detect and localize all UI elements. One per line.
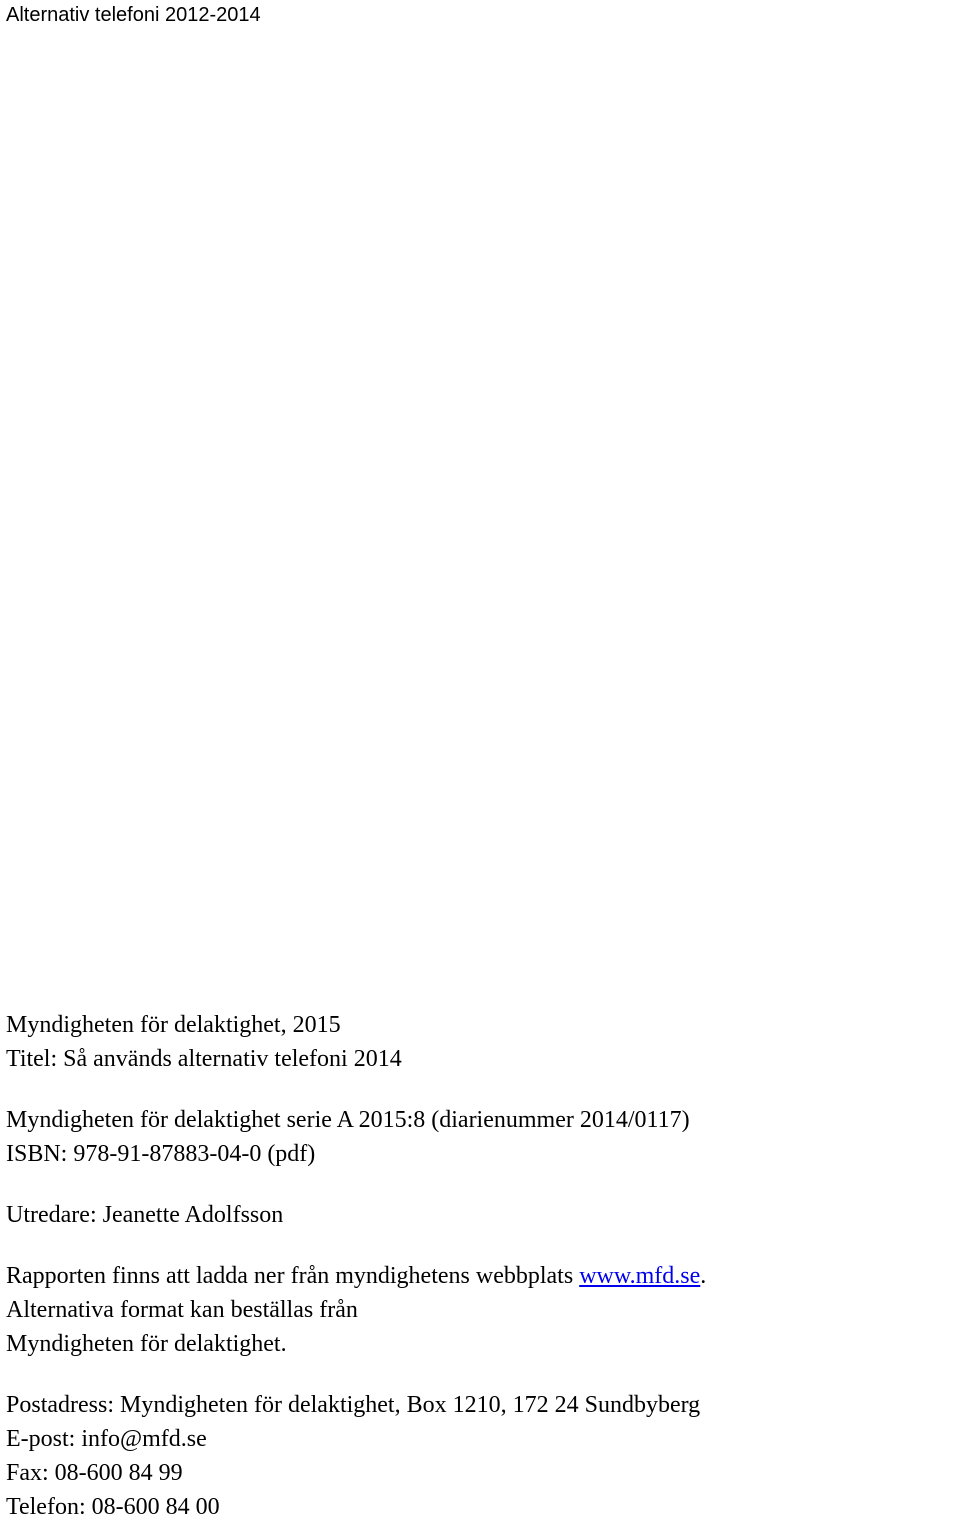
email-line: E-post: info@mfd.se <box>6 1426 207 1452</box>
postal-address-line: Postadress: Myndigheten för delaktighet, Box 1210, 172 24 Sundbyberg <box>6 1392 701 1418</box>
report-title-line: Titel: Så används alternativ telefoni 2014 <box>6 1046 402 1072</box>
spacer <box>6 1361 954 1388</box>
alt-formats-line-2: Myndigheten för delaktighet. <box>6 1331 287 1357</box>
download-line <box>6 1259 954 1293</box>
page-header-title: Alternativ telefoni 2012-2014 <box>6 4 261 26</box>
website-link[interactable]: www.mfd.se <box>579 1263 701 1289</box>
imprint-block <box>6 1008 954 1524</box>
publisher-line: Myndigheten för delaktighet, 2015 <box>6 1012 341 1038</box>
series-line: Myndigheten för delaktighet serie A 2015:8 (diarienummer 2014/0117) <box>6 1107 690 1133</box>
spacer <box>6 1076 954 1103</box>
phone-line: Telefon: 08-600 84 00 <box>6 1494 220 1520</box>
spacer <box>6 1171 954 1198</box>
download-end: . <box>700 1263 707 1289</box>
fax-line: Fax: 08-600 84 99 <box>6 1460 183 1486</box>
spacer <box>6 1232 954 1259</box>
investigator-line: Utredare: Jeanette Adolfsson <box>6 1202 284 1228</box>
isbn-line: ISBN: 978-91-87883-04-0 (pdf) <box>6 1141 316 1167</box>
download-text: Rapporten finns att ladda ner från myndighetens webbplats <box>6 1263 580 1289</box>
alt-formats-line-1: Alternativa format kan beställas från <box>6 1297 358 1323</box>
